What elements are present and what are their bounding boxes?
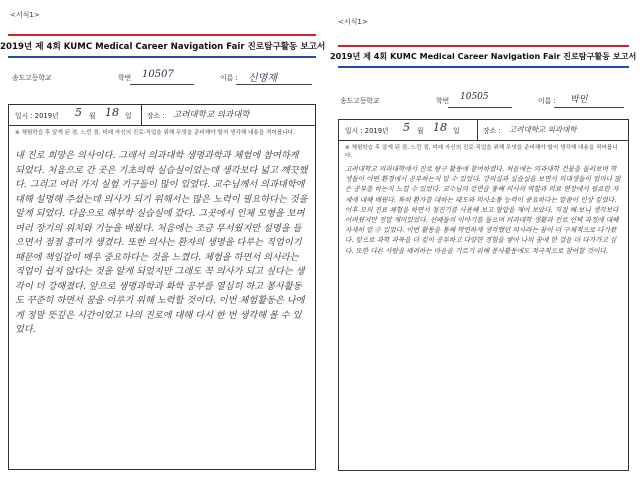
student-id-value: 10505 [460,92,489,102]
date-place-row [339,120,628,141]
top-red-bar [338,45,629,47]
handwritten-body: 내 진로 희망은 의사이다. 그래서 의과대학 생명과학과 체험에 참여하게 되었다. 처음으로 간 곳은 기초의학 실습실이었는데 생각보다 넓고 깨끗했다. 그리고 여러 가지 실험 기구들이 많이 있었다. 교수님께서 의과대학에 대해 설명해 주셨는데 의사가 되기 위해서는 많은 노력이 필요하다는 것을 알게 되었다. 다음으로 해부학 실습실에 갔다. 그곳에서 인체 모형을 보며 여러 장기의 위치와 기능을 배웠다. 처음에는 조금 무서웠지만 설명을 들으면서 점점 흥미가 생겼다. 또한 의사는 환자의 생명을 다루는 직업이기 때문에 책임감이 매우 중요하다는 것을 느꼈다. 체험을 하면서 의사라는 직업이 쉽지 않다는 것을 알게 되었지만 그래도 꼭 의사가 되고 싶다는 생각이 더 강해졌다. 앞으로 생명과학과 화학 공부를 열심히 하고 봉사활동도 꾸준히 하면서 꿈을 이루기 위해 노력할 것이다. 이번 체험활동은 나에게 정말 뜻깊은 시간이었고 나의 진로에 대해 다시 한 번 생각해 볼 수 있었다. [15,150,308,335]
report-box [8,104,316,470]
student-id-label: 학번 [118,74,132,82]
month-label: 월 [89,112,96,120]
student-id-value: 10507 [142,69,174,80]
instructions: ※ 체험학습 후 알게 된 점, 느낀 점, 미래 자신의 진로·직업을 위해 무엇을 준비해야 할지 생각해 내용을 적어봅니다. [345,145,618,159]
day-label: 일 [453,127,460,135]
student-id-label: 학번 [436,97,450,105]
school-name: 송도고등학교 [12,74,52,82]
name-underline [236,84,312,85]
date-day: 18 [105,106,119,119]
date-day: 18 [433,121,447,134]
name-label: 이름 : [220,74,238,82]
date-label: 일시 : 2019년 [15,112,59,120]
id-underline [130,84,194,85]
id-underline [448,107,512,108]
date-label: 일시 : 2019년 [345,127,389,135]
top-red-bar [8,34,316,36]
date-month: 5 [403,121,410,134]
header-divider [141,105,142,125]
header-divider [477,120,478,140]
day-label: 일 [125,112,132,120]
form-label: <서식1> [338,18,368,26]
place-value: 고려대학교 의과대학 [173,110,250,120]
name-label: 이름 : [538,97,556,105]
instructions: ※ 체험학습 후 알게 된 점, 느낀 점, 미래 자신의 진로·직업을 위해 무엇을 준비해야 할지 생각해 내용을 적어봅니다. [15,130,295,136]
date-month: 5 [75,106,82,119]
name-value: 신명재 [248,73,277,84]
name-underline [554,107,624,108]
report-title: 2019년 제 4회 KUMC Medical Career Navigation Fair 진로탐구활동 보고서 [330,51,637,61]
handwritten-body: 고려대학교 의과대학에서 진로 탐구 활동에 참여하였다. 처음에는 의과대학 건물을 둘러보며 학생들이 어떤 환경에서 공부하는지 알 수 있었다. 강의실과 실습실을 보면서 의대생들이 얼마나 많은 공부를 하는지 느낄 수 있었다. 교수님의 강연을 통해 의사의 역할과 의료 현장에서 필요한 자세에 대해 배웠다. 특히 환자를 대하는 태도와 의사소통 능력이 중요하다는 말씀이 인상 깊었다. 이후 모의 진료 체험을 하면서 청진기를 사용해 보고 혈압을 재어 보았다. 직접 해 보니 생각보다 어려웠지만 정말 재미있었다. 선배들의 이야기를 들으며 의과대학 생활과 진로 선택 과정에 대해 자세히 알 수 있었다. 이번 활동을 통해 막연하게 생각했던 의사라는 꿈이 더 구체적으로 다가왔다. 앞으로 과학 과목을 더 깊이 공부하고 다양한 경험을 쌓아 나의 꿈에 한 걸음 더 다가가고 싶다. 또한 다른 사람을 배려하는 마음을 기르기 위해 봉사활동에도 적극적으로 참여할 것이다. [345,165,621,255]
report-form-right [330,15,635,475]
bottom-blue-bar [338,66,629,68]
form-label: <서식1> [10,11,40,19]
name-value: 박민 [570,95,588,105]
place-label: 장소 : [483,127,501,135]
school-name: 송도고등학교 [340,97,380,105]
bottom-blue-bar [8,56,316,58]
report-title: 2019년 제 4회 KUMC Medical Career Navigation Fair 진로탐구활동 보고서 [0,42,326,52]
report-box [338,119,629,471]
place-value: 고려대학교 의과대학 [509,125,577,134]
date-place-row [9,105,315,126]
month-label: 월 [417,127,424,135]
place-label: 장소 : [147,112,165,120]
